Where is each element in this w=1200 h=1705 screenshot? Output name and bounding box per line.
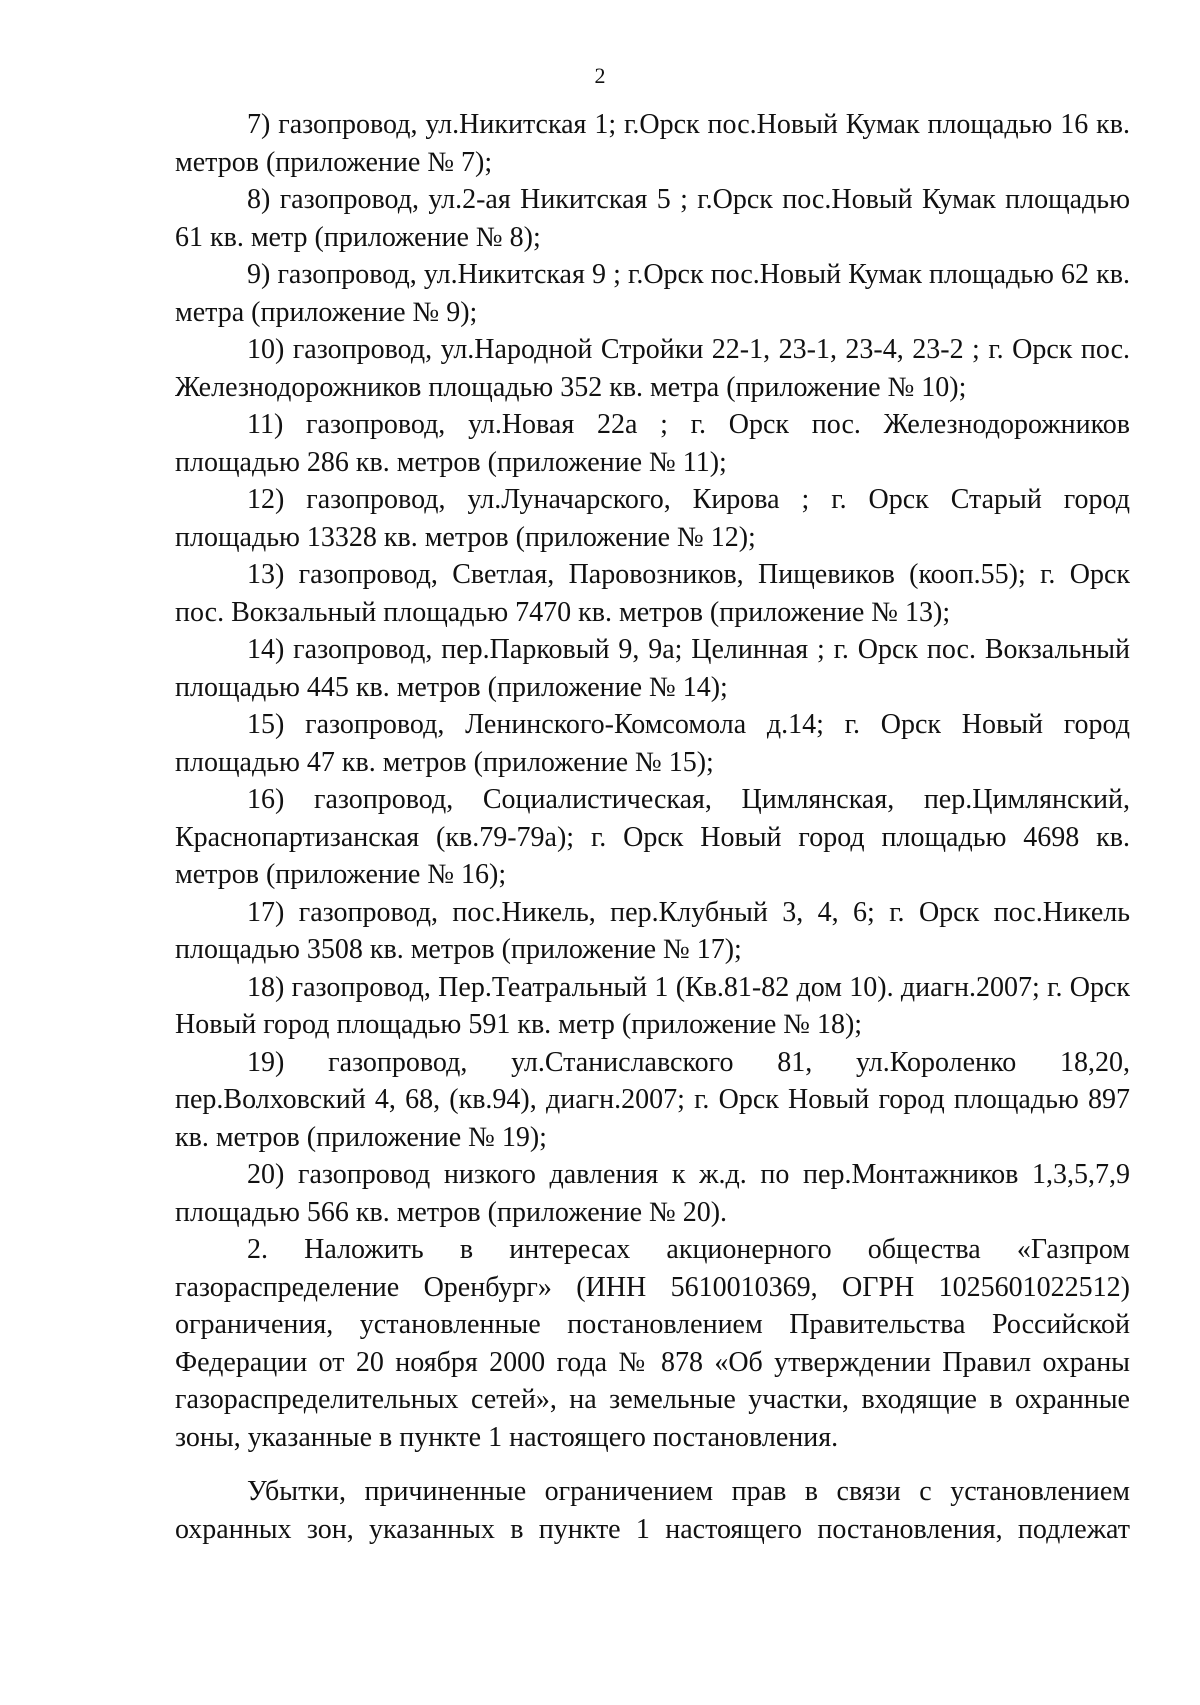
list-item-19: 19) газопровод, ул.Станиславского 81, ул.Короленко 18,20, пер.Волховский 4, 68, (кв.94), диагн.2007; г. Орск Новый город площадью 897 кв. метров (приложение № 19); (175, 1046, 1130, 1153)
list-item-10: 10) газопровод, ул.Народной Стройки 22-1, 23-1, 23-4, 23-2 ; г. Орск пос. Железнодорожников площадью 352 кв. метра (приложение № 10); (175, 334, 1130, 403)
list-item-8: 8) газопровод, ул.2-ая Никитская 5 ; г.Орск пос.Новый Кумак площадью 61 кв. метр (приложение № 8); (175, 184, 1130, 253)
clause-2-paragraph: 2. Наложить в интересах акционерного общества «Газпром газораспределение Оренбург» (ИНН 5610010369, ОГРН 1025601022512) ограничения, установленные постановлением Правительства Российской Федерации от 20 ноября 2000 года № 878 «Об утверждении Правил охраны газораспределительных сетей», на земельные участки, входящие в охранные зоны, указанные в пункте 1 настоящего постановления. (175, 1234, 1130, 1453)
list-item-20: 20) газопровод низкого давления к ж.д. по пер.Монтажников 1,3,5,7,9 площадью 566 кв. метров (приложение № 20). (175, 1159, 1130, 1228)
list-item-16: 16) газопровод, Социалистическая, Цимлянская, пер.Цимлянский, Краснопартизанская (кв.79-79а); г. Орск Новый город площадью 4698 кв. метров (приложение № 16); (175, 784, 1130, 890)
list-item-17: 17) газопровод, пос.Никель, пер.Клубный 3, 4, 6; г. Орск пос.Никель площадью 3508 кв. метров (приложение № 17); (175, 896, 1130, 965)
list-item-18: 18) газопровод, Пер.Театральный 1 (Кв.81-82 дом 10). диагн.2007; г. Орск Новый город площадью 591 кв. метр (приложение № 18); (175, 971, 1130, 1040)
list-item-9: 9) газопровод, ул.Никитская 9 ; г.Орск пос.Новый Кумак площадью 62 кв. метра (приложение № 9); (175, 259, 1130, 328)
losses-paragraph: Убытки, причиненные ограничением прав в связи с установлением охранных зон, указанных в пункте 1 настоящего постановления, подлежат (175, 1476, 1130, 1545)
document-body (175, 106, 1130, 1548)
list-item-11: 11) газопровод, ул.Новая 22а ; г. Орск пос. Железнодорожников площадью 286 кв. метров (приложение № 11); (175, 409, 1130, 478)
list-item-12: 12) газопровод, ул.Луначарского, Кирова ; г. Орск Старый город площадью 13328 кв. метров (приложение № 12); (175, 484, 1130, 553)
list-item-14: 14) газопровод, пер.Парковый 9, 9а; Целинная ; г. Орск пос. Вокзальный площадью 445 кв. метров (приложение № 14); (175, 634, 1130, 703)
list-item-15: 15) газопровод, Ленинского-Комсомола д.14; г. Орск Новый город площадью 47 кв. метров (приложение № 15); (175, 709, 1130, 778)
list-item-13: 13) газопровод, Светлая, Паровозников, Пищевиков (кооп.55); г. Орск пос. Вокзальный площадью 7470 кв. метров (приложение № 13); (175, 559, 1130, 628)
page-number: 2 (594, 63, 606, 88)
list-item-7: 7) газопровод, ул.Никитская 1; г.Орск пос.Новый Кумак площадью 16 кв. метров (приложение № 7); (175, 109, 1130, 178)
